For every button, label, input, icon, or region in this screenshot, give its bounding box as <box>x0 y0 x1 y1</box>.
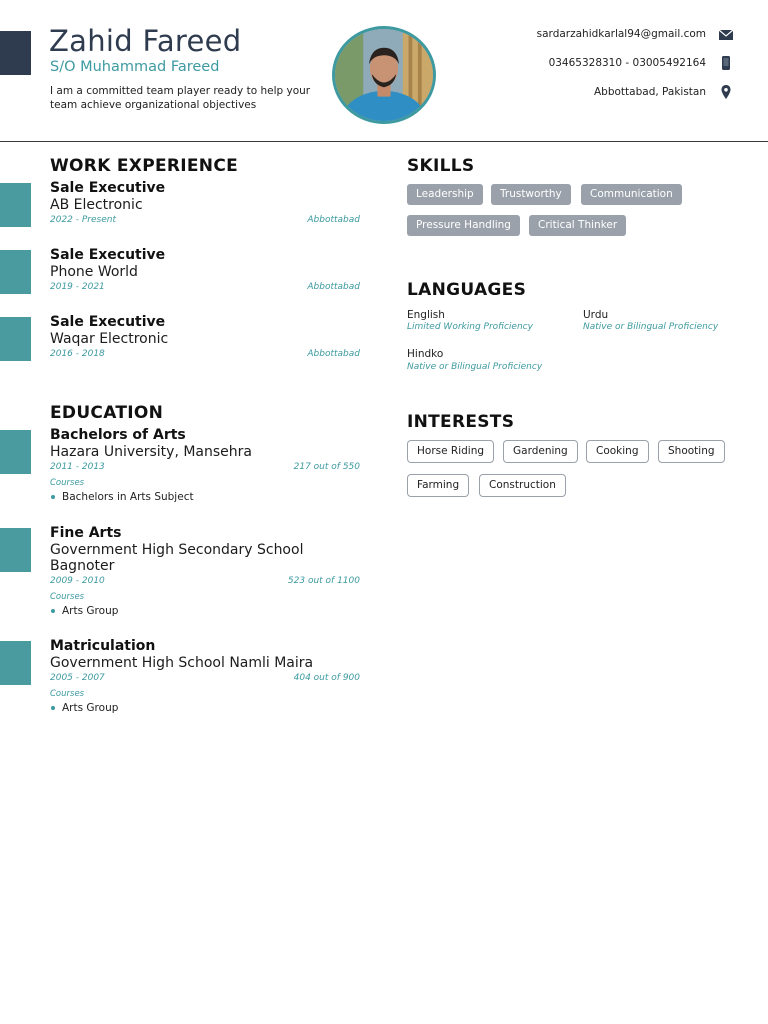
skill-chip: Leadership <box>407 184 483 205</box>
contact-phone[interactable]: 03465328310 - 03005492164 <box>548 57 706 69</box>
profile-photo <box>332 26 436 124</box>
education-meta <box>50 673 360 686</box>
work-meta <box>50 349 360 362</box>
work-place: Abbottabad <box>307 282 360 292</box>
candidate-summary: I am a committed team player ready to help your team achieve organizational objectives <box>50 85 311 111</box>
candidate-name: Zahid Fareed <box>49 24 242 58</box>
language-level: Native or Bilingual Proficiency <box>583 322 719 332</box>
work-entry <box>50 314 360 362</box>
education-score: 523 out of 1100 <box>287 576 360 586</box>
bullet-dot <box>51 495 55 499</box>
work-entry <box>50 180 360 228</box>
work-meta <box>50 282 360 295</box>
work-role: Sale Executive <box>50 247 166 263</box>
education-degree: Fine Arts <box>50 525 122 541</box>
course-name: Bachelors in Arts Subject <box>62 491 194 503</box>
education-meta <box>50 462 360 475</box>
education-entry <box>50 638 360 714</box>
header-accent-bar <box>0 31 31 75</box>
skills-heading: SKILLS <box>407 156 475 176</box>
course-name: Arts Group <box>62 702 119 714</box>
education-degree: Matriculation <box>50 638 156 654</box>
interest-chip: Cooking <box>586 440 649 463</box>
education-degree: Bachelors of Arts <box>50 427 186 443</box>
interest-chip: Shooting <box>658 440 725 463</box>
course-item <box>50 605 360 617</box>
work-role: Sale Executive <box>50 180 166 196</box>
education-dates: 2009 - 2010 <box>50 576 105 586</box>
education-entry-marker <box>0 430 31 474</box>
education-heading: EDUCATION <box>50 403 164 423</box>
language-name: English <box>407 309 445 321</box>
work-dates: 2016 - 2018 <box>50 349 105 359</box>
location-pin-icon <box>718 84 734 100</box>
education-meta <box>50 576 360 589</box>
envelope-icon <box>718 27 734 43</box>
work-experience-heading: WORK EXPERIENCE <box>50 156 239 176</box>
contact-location: Abbottabad, Pakistan <box>593 86 706 98</box>
bullet-dot <box>51 706 55 710</box>
candidate-subtitle: S/O Muhammad Fareed <box>50 59 220 75</box>
courses-label: Courses <box>50 689 85 699</box>
education-score: 404 out of 900 <box>293 673 360 683</box>
resume-header <box>0 0 768 142</box>
education-dates: 2005 - 2007 <box>50 673 105 683</box>
language-name: Urdu <box>583 309 609 321</box>
work-place: Abbottabad <box>307 349 360 359</box>
education-score: 217 out of 550 <box>293 462 360 472</box>
work-dates: 2022 - Present <box>50 215 116 225</box>
work-dates: 2019 - 2021 <box>50 282 105 292</box>
interest-chip: Farming <box>407 474 469 497</box>
interest-chip: Gardening <box>503 440 578 463</box>
education-entry-marker <box>0 528 31 572</box>
course-item <box>50 491 360 503</box>
courses-label: Courses <box>50 478 85 488</box>
work-entry-marker <box>0 317 31 361</box>
education-school: Hazara University, Mansehra <box>50 444 252 460</box>
languages-heading: LANGUAGES <box>407 280 527 300</box>
education-dates: 2011 - 2013 <box>50 462 105 472</box>
skill-chip: Pressure Handling <box>407 215 520 236</box>
skill-chip: Critical Thinker <box>529 215 626 236</box>
language-level: Native or Bilingual Proficiency <box>407 362 543 372</box>
work-company: Waqar Electronic <box>50 331 169 347</box>
courses-label: Courses <box>50 592 85 602</box>
mobile-phone-icon <box>718 55 734 71</box>
work-place: Abbottabad <box>307 215 360 225</box>
education-entry-marker <box>0 641 31 685</box>
skill-chip: Communication <box>581 184 682 205</box>
interest-chip: Construction <box>479 474 566 497</box>
course-name: Arts Group <box>62 605 119 617</box>
work-entry-marker <box>0 250 31 294</box>
work-company: Phone World <box>50 264 138 280</box>
interests-heading: INTERESTS <box>407 412 515 432</box>
course-item <box>50 702 360 714</box>
work-entry <box>50 247 360 295</box>
education-entry <box>50 525 360 617</box>
bullet-dot <box>51 609 55 613</box>
contact-email[interactable]: sardarzahidkarlal94@gmail.com <box>536 28 706 40</box>
interest-chip: Horse Riding <box>407 440 494 463</box>
education-entry <box>50 427 360 503</box>
work-role: Sale Executive <box>50 314 166 330</box>
work-entry-marker <box>0 183 31 227</box>
education-school: Government High School Namli Maira <box>50 655 314 671</box>
skill-chip: Trustworthy <box>491 184 571 205</box>
language-level: Limited Working Proficiency <box>407 322 533 332</box>
work-company: AB Electronic <box>50 197 143 213</box>
language-name: Hindko <box>407 348 444 360</box>
work-meta <box>50 215 360 228</box>
education-school: Government High Secondary School Bagnoter <box>50 542 304 574</box>
